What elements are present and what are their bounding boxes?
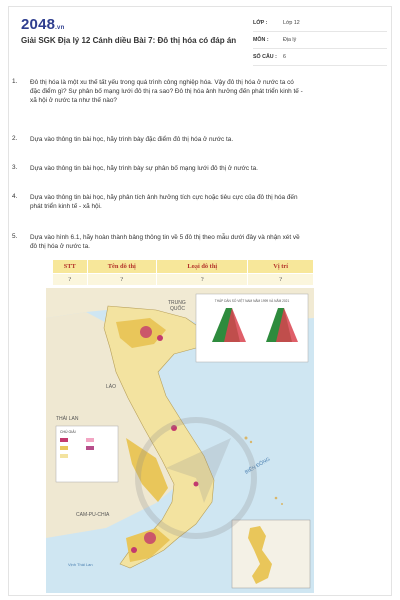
question-item	[12, 164, 312, 173]
site-logo[interactable]	[21, 16, 64, 33]
legend-swatch	[60, 446, 68, 450]
meta-row-subject	[253, 32, 387, 49]
question-line: Dựa vào thông tin bài học, hãy trình bày đặc điểm đô thị hóa ở nước ta.	[30, 136, 234, 143]
table-row	[53, 274, 314, 286]
urban-marker	[140, 326, 152, 338]
table-header-row	[53, 260, 314, 274]
label-thailand: THÁI LAN	[56, 416, 79, 422]
logo-text: 2048	[21, 16, 56, 33]
meta-box	[253, 15, 387, 66]
question-line: đô thị hóa ở nước ta.	[30, 243, 90, 250]
urban-marker	[144, 532, 156, 544]
meta-key: LỚP :	[253, 20, 268, 26]
pyramid-title: THÁP DÂN SỐ VIỆT NAM NĂM 1999 VÀ NĂM 2021	[214, 299, 290, 303]
meta-key: SỐ CÂU :	[253, 54, 277, 60]
inset-map	[232, 520, 310, 588]
question-item	[12, 135, 312, 144]
meta-key: MÔN :	[253, 37, 269, 43]
table-cell: ?	[248, 274, 314, 286]
question-item	[12, 78, 312, 105]
header	[9, 7, 391, 65]
question-number: 1.	[12, 78, 18, 85]
meta-value: 6	[283, 54, 286, 60]
table-header-cell: Vị trí	[248, 260, 314, 274]
meta-row-class	[253, 15, 387, 32]
page-title: Giải SGK Địa lý 12 Cánh diều Bài 7: Đô thị hóa có đáp án	[21, 36, 237, 45]
legend-swatch	[86, 446, 94, 450]
legend-title: CHÚ GIẢI	[60, 430, 76, 434]
question-line: Dựa vào hình 6.1, hãy hoàn thành bảng thông tin về 5 đô thị theo mẫu dưới đây và nhận xét về	[30, 234, 300, 241]
legend-swatch	[60, 438, 68, 442]
meta-value: Địa lý	[283, 37, 297, 43]
label-china-line: QUỐC	[170, 306, 185, 312]
island	[275, 497, 278, 500]
question-line: Đô thị hóa là một xu thế tất yếu trong quá trình công nghiệp hóa. Vậy đô thị hóa ở nước ta có	[30, 79, 294, 86]
answer-table	[52, 259, 314, 286]
legend-swatch	[86, 438, 94, 442]
question-number: 3.	[12, 164, 18, 171]
label-china-line: TRUNG	[168, 300, 186, 306]
table-header-cell: Loại đô thị	[157, 260, 248, 274]
question-item	[12, 233, 312, 251]
table-header-cell: STT	[53, 260, 88, 274]
question-line: Dựa vào thông tin bài học, hãy phân tích ảnh hưởng tích cực hoặc tiêu cực của đô thị hóa đến	[30, 194, 298, 201]
label-laos: LÀO	[106, 384, 117, 390]
meta-row-count	[253, 49, 387, 66]
question-line: xã hội ở nước ta như thế nào?	[30, 97, 117, 104]
table-cell: ?	[53, 274, 88, 286]
question-text	[30, 78, 312, 105]
question-number: 2.	[12, 135, 18, 142]
question-line: Dựa vào thông tin bài học, hãy trình bày sự phân bố mạng lưới đô thị ở nước ta.	[30, 165, 258, 172]
urban-marker	[131, 547, 137, 553]
question-text	[30, 233, 312, 251]
question-number: 5.	[12, 233, 18, 240]
island	[281, 503, 283, 505]
urban-map-figure	[46, 288, 314, 593]
table-cell: ?	[87, 274, 157, 286]
label-gulf: Vịnh Thái Lan	[68, 562, 93, 567]
urban-marker	[157, 335, 163, 341]
logo-suffix: .vn	[55, 25, 65, 31]
table-cell: ?	[157, 274, 248, 286]
question-line: phát triển kinh tế - xã hội.	[30, 203, 102, 210]
table-header-cell: Tên đô thị	[87, 260, 157, 274]
meta-value: Lớp 12	[283, 20, 300, 26]
question-text	[30, 164, 312, 173]
question-number: 4.	[12, 193, 18, 200]
question-line: đặc điểm gì? Sự phân bố mạng lưới đô thị ra sao? Đô thị hóa ảnh hưởng đến phát triển kinh tế -	[30, 88, 303, 95]
question-text	[30, 193, 312, 211]
question-item	[12, 193, 312, 211]
island	[250, 441, 252, 443]
label-cambodia: CAM-PU-CHIA	[76, 512, 110, 518]
label-china	[168, 300, 187, 312]
legend-swatch	[60, 454, 68, 458]
label-sea: BIỂN ĐÔNG	[244, 456, 272, 476]
island	[245, 437, 248, 440]
question-text	[30, 135, 312, 144]
